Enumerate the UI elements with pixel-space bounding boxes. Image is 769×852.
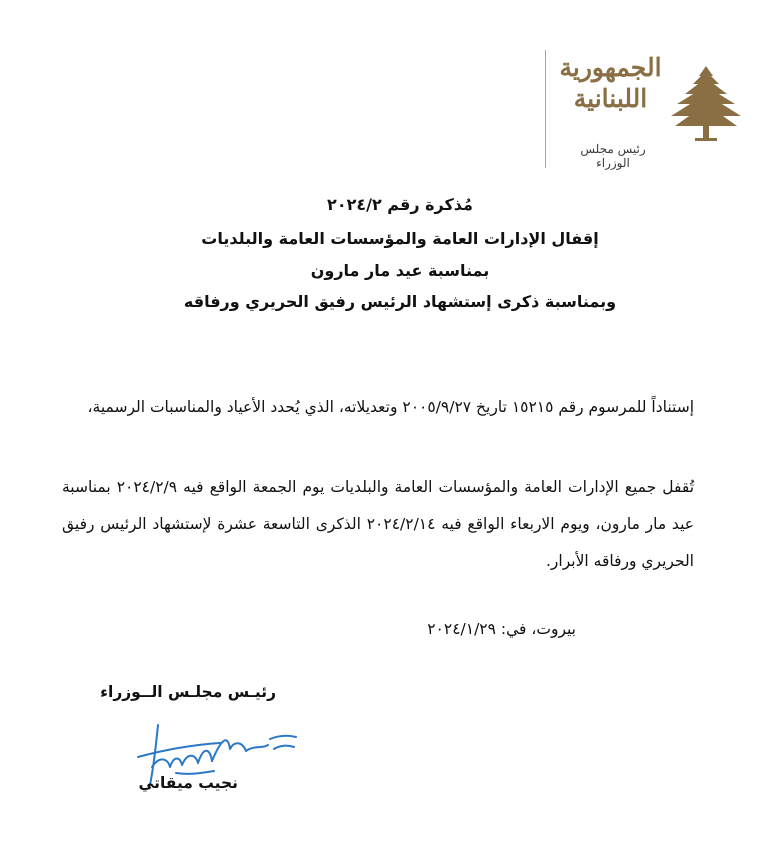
signer-title: رئيـس مجلـس الــوزراء: [100, 683, 276, 701]
letterhead-title-line1: الجمهورية: [559, 53, 662, 82]
letterhead-divider: [545, 50, 546, 168]
memo-subject-line2: بمناسبة عيد مار مارون: [310, 261, 490, 280]
cedar-tree-icon: [669, 64, 743, 144]
body-paragraph-1: إستناداً للمرسوم رقم ١٥٢١٥ تاريخ ٢٠٠٥/٩/٢٧ وتعديلاته، الذي يُحدد الأعياد والمناسبات الرسمية،: [87, 398, 694, 416]
letterhead-title-line2: اللبنانية: [573, 84, 648, 113]
letterhead-subtitle: رئيس مجلس الوزراء: [580, 142, 646, 170]
letterhead: [545, 42, 745, 170]
memo-subject-line1: إقفال الإدارات العامة والمؤسسات العامة والبلديات: [201, 229, 599, 248]
signer-name: نجيب ميقاتي: [138, 774, 238, 792]
body-paragraph-2: تُقفل جميع الإدارات العامة والمؤسسات العامة والبلديات يوم الجمعة الواقع فيه ٢٠٢٤/٢/٩ بمناسبة عيد مار مارون، ويوم الاربعاء الواقع فيه ٢٠٢٤/٢/١٤ الذكرى التاسعة عشرة لإستشهاد الرئيس رفيق الحريري ورفاقه الأبرار.: [62, 478, 695, 570]
memo-subject-line3: وبمناسبة ذكرى إستشهاد الرئيس رفيق الحريري ورفاقه: [183, 292, 617, 311]
memo-number: مُذكرة رقم ٢٠٢٤/٢: [327, 195, 473, 214]
letterhead-title: [553, 52, 668, 114]
place-date: بيروت، في: ٢٠٢٤/١/٢٩: [427, 620, 576, 638]
